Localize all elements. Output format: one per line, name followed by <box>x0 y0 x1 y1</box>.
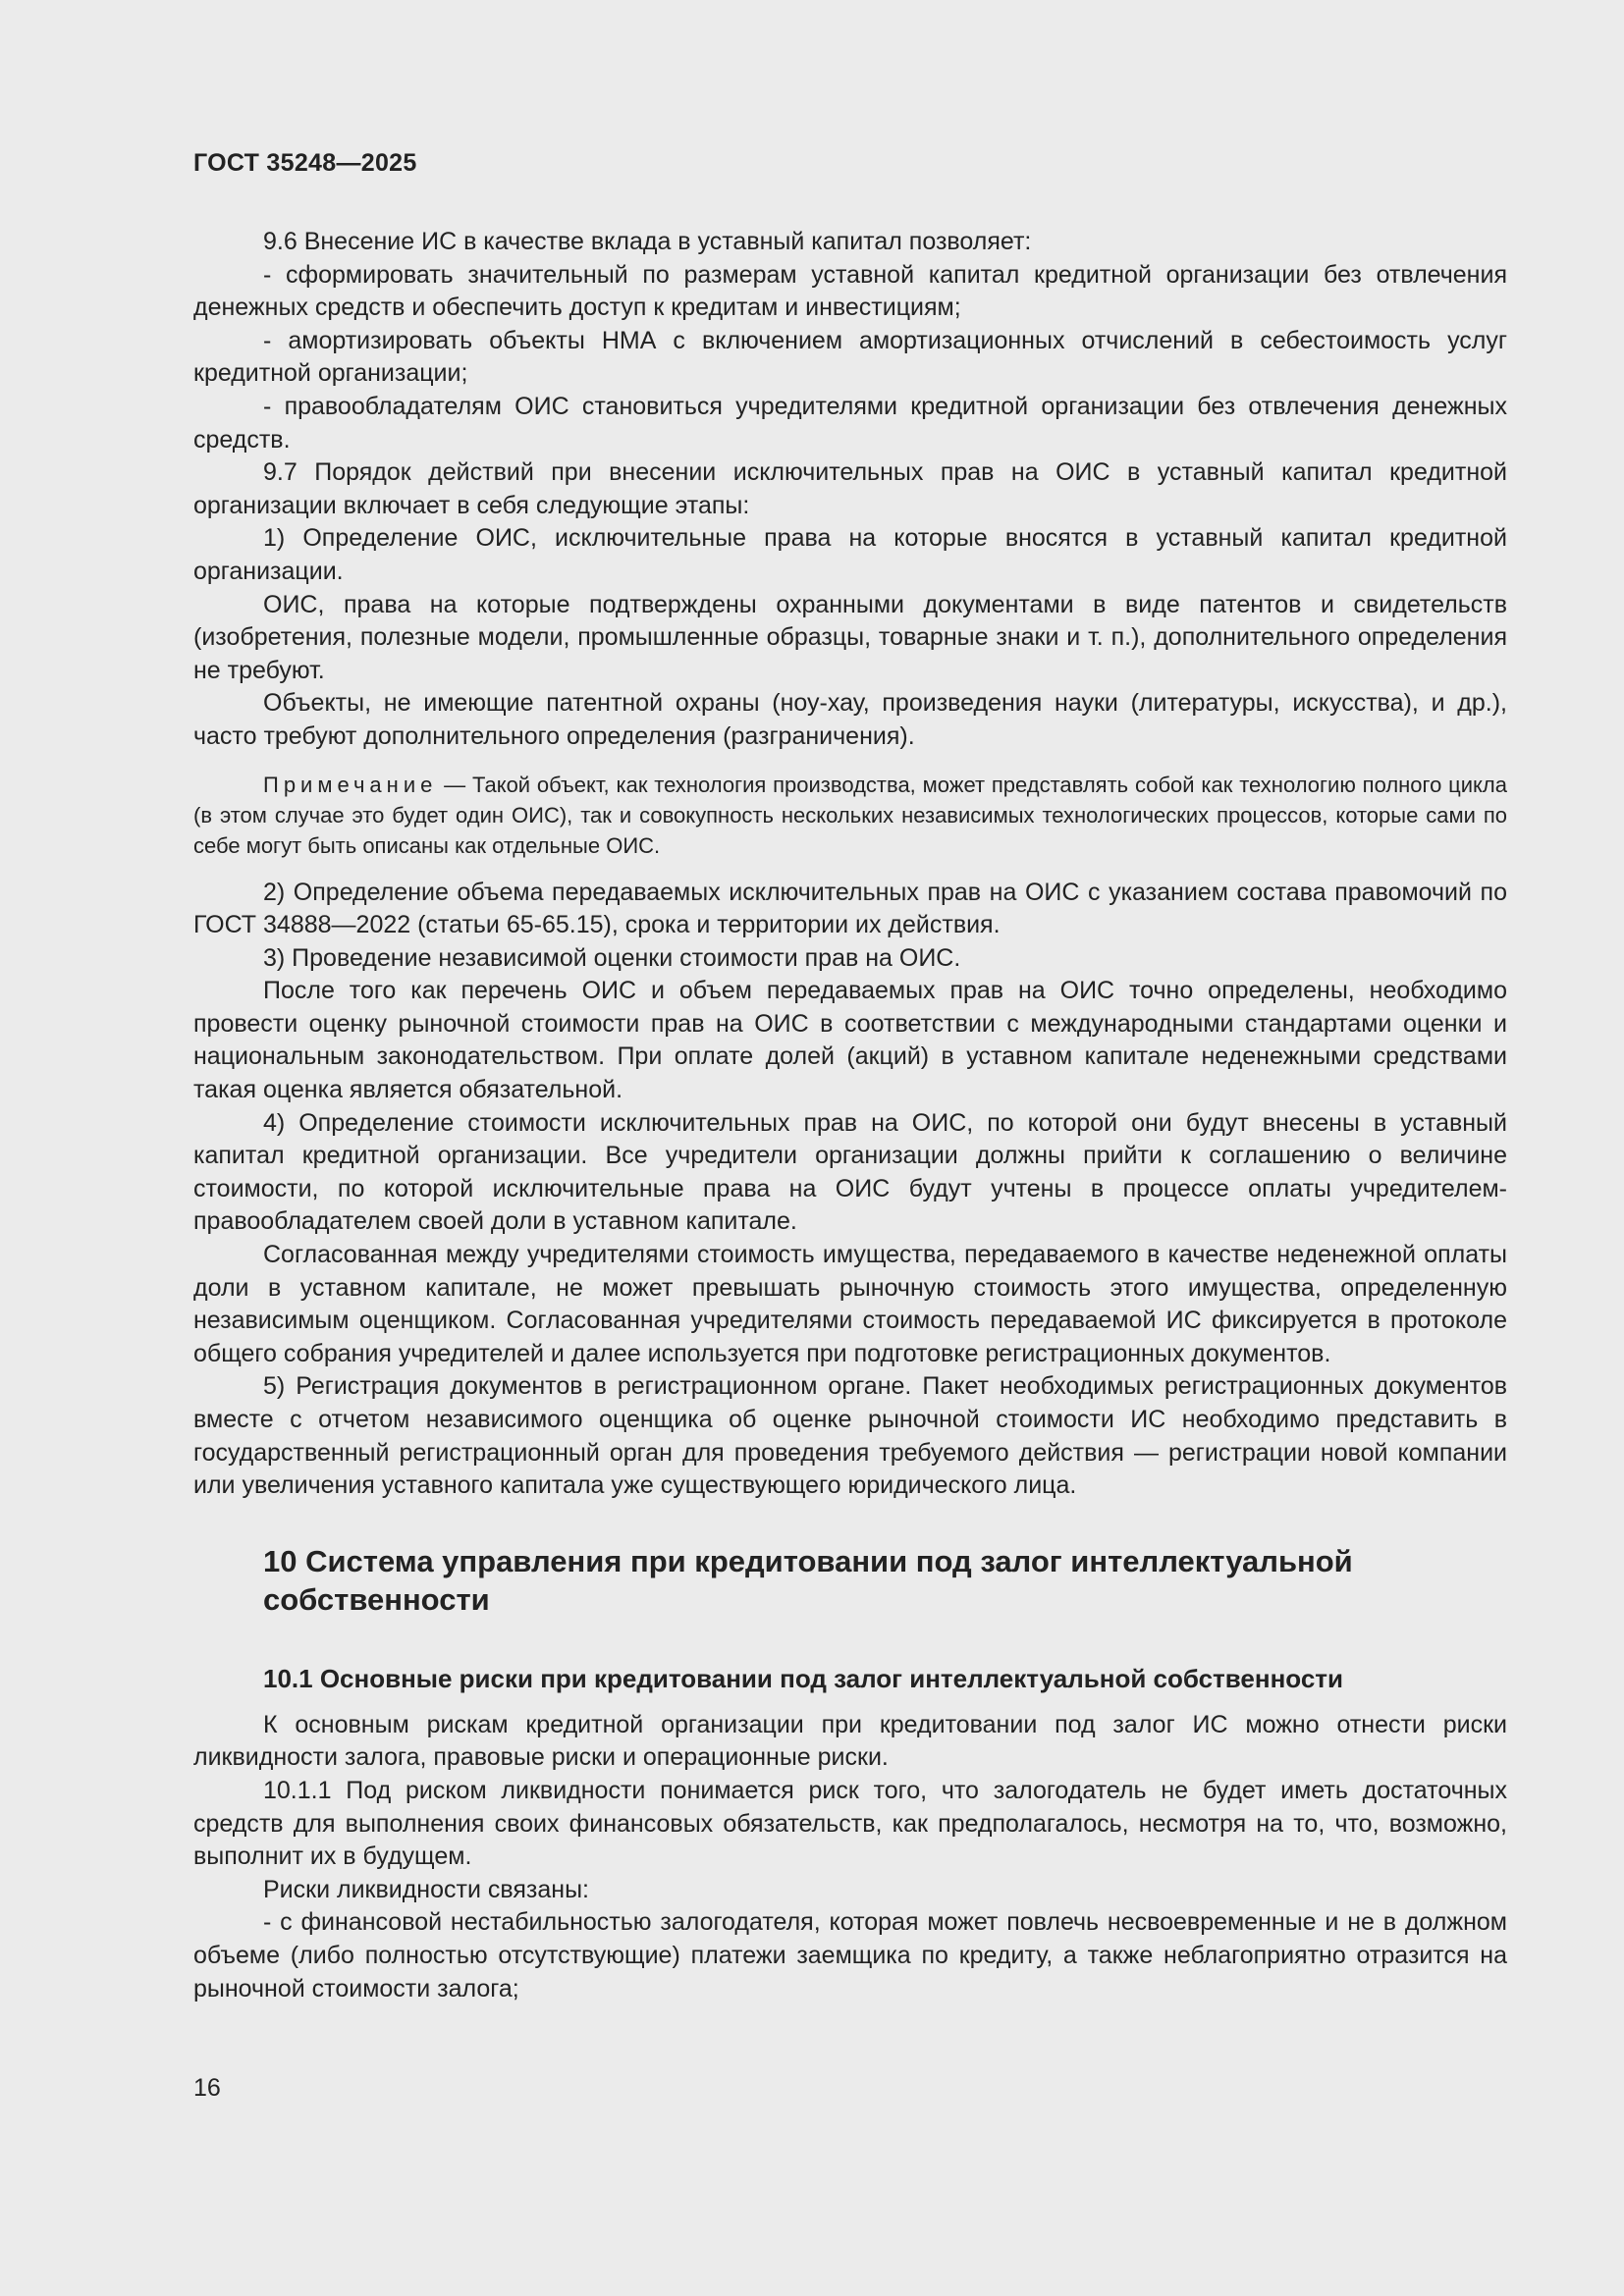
page-number: 16 <box>193 2074 221 2102</box>
list-item: - с финансовой нестабильностью залогодателя, которая может повлечь несвоевременные и не в должном объеме (либо полностью отсутствующие) платежи заемщика по кредиту, а также неблагоприятно отразится на рыночной стоимости залога; <box>193 1908 1507 2002</box>
paragraph: 2) Определение объема передаваемых исключительных прав на ОИС с указанием состава правомочий по ГОСТ 34888—2022 (статьи 65-65.15), срока и территории их действия. <box>193 878 1507 939</box>
paragraph: ОИС, права на которые подтверждены охранными документами в виде патентов и свидетельств (изобретения, полезные модели, промышленные образцы, товарные знаки и т. п.), дополнительного определения не требуют. <box>193 590 1507 684</box>
subsection-heading: 10.1 Основные риски при кредитовании под залог интеллектуальной собственности <box>263 1663 1344 1693</box>
paragraph: 1) Определение ОИС, исключительные права на которые вносятся в уставный капитал кредитной организации. <box>193 524 1507 585</box>
note-text: Такой объект, как технология производства, может представлять собой как технологию полного цикла (в этом случае это будет один ОИС), так и совокупность нескольких независимых технологических процессов, которые сами по себе могут быть описаны как отдельные ОИС. <box>193 772 1507 858</box>
paragraph: 10.1.1 Под риском ликвидности понимается риск того, что залогодатель не будет иметь достаточных средств для выполнения своих финансовых обязательств, как предполагалось, несмотря на то, что, возможно, выполнит их в будущем. <box>193 1776 1507 1871</box>
paragraph: К основным рискам кредитной организации при кредитовании под залог ИС можно отнести риски ликвидности залога, правовые риски и операционные риски. <box>193 1710 1507 1772</box>
paragraph: Объекты, не имеющие патентной охраны (ноу-хау, произведения науки (литературы, искусства), и др.), часто требуют дополнительного определения (разграничения). <box>193 689 1507 750</box>
paragraph: Согласованная между учредителями стоимость имущества, передаваемого в качестве неденежной оплаты доли в уставном капитале, не может превышать рыночную стоимость этого имущества, определенную независимым оценщиком. Согласованная учредителями стоимость передаваемой ИС фиксируется в протоколе общего собрания учредителей и далее используется при подготовке регистрационных документов. <box>193 1241 1507 1367</box>
paragraph: 9.7 Порядок действий при внесении исключительных прав на ОИС в уставный капитал кредитной организации включает в себя следующие этапы: <box>193 458 1507 519</box>
list-item: - правообладателям ОИС становиться учредителями кредитной организации без отвлечения денежных средств. <box>193 392 1507 454</box>
paragraph: Риски ликвидности связаны: <box>263 1875 590 1903</box>
paragraph: После того как перечень ОИС и объем передаваемых прав на ОИС точно определены, необходимо провести оценку рыночной стоимости прав на ОИС в соответствии с международными стандартами оценки и национальным законодательством. При оплате долей (акций) в уставном капитале неденежными средствами такая оценка является обязательной. <box>193 977 1507 1104</box>
paragraph: 4) Определение стоимости исключительных прав на ОИС, по которой они будут внесены в уставный капитал кредитной организации. Все учредители организации должны прийти к соглашению о величине стоимости, по которой исключительные права на ОИС будут учтены в процессе оплаты учредителем-правообладателем своей доли в уставном капитале. <box>193 1108 1507 1236</box>
paragraph: 5) Регистрация документов в регистрационном органе. Пакет необходимых регистрационных документов вместе с отчетом независимого оценщика об оценке рыночной стоимости ИС необходимо представить в государственный регистрационный орган для проведения требуемого действия — регистрации новой компании или увеличения уставного капитала уже существующего юридического лица. <box>193 1372 1507 1500</box>
paragraph: 9.6 Внесение ИС в качестве вклада в уставный капитал позволяет: <box>263 228 1032 255</box>
paragraph: 3) Проведение независимой оценки стоимости прав на ОИС. <box>263 943 961 972</box>
note-label: Примечание <box>263 772 438 797</box>
note-block <box>193 770 1507 861</box>
section-heading: 10 Система управления при кредитовании под залог интеллектуальной собственности <box>263 1543 1353 1617</box>
list-item: - сформировать значительный по размерам уставной капитал кредитной организации без отвлечения денежных средств и обеспечить доступ к кредитам и инвестициям; <box>193 260 1507 322</box>
note-dash: — <box>437 772 473 797</box>
document-code-header: ГОСТ 35248—2025 <box>193 149 417 177</box>
document-body <box>193 226 1507 2005</box>
list-item: - амортизировать объекты НМА с включением амортизационных отчислений в себестоимость услуг кредитной организации; <box>193 326 1507 388</box>
